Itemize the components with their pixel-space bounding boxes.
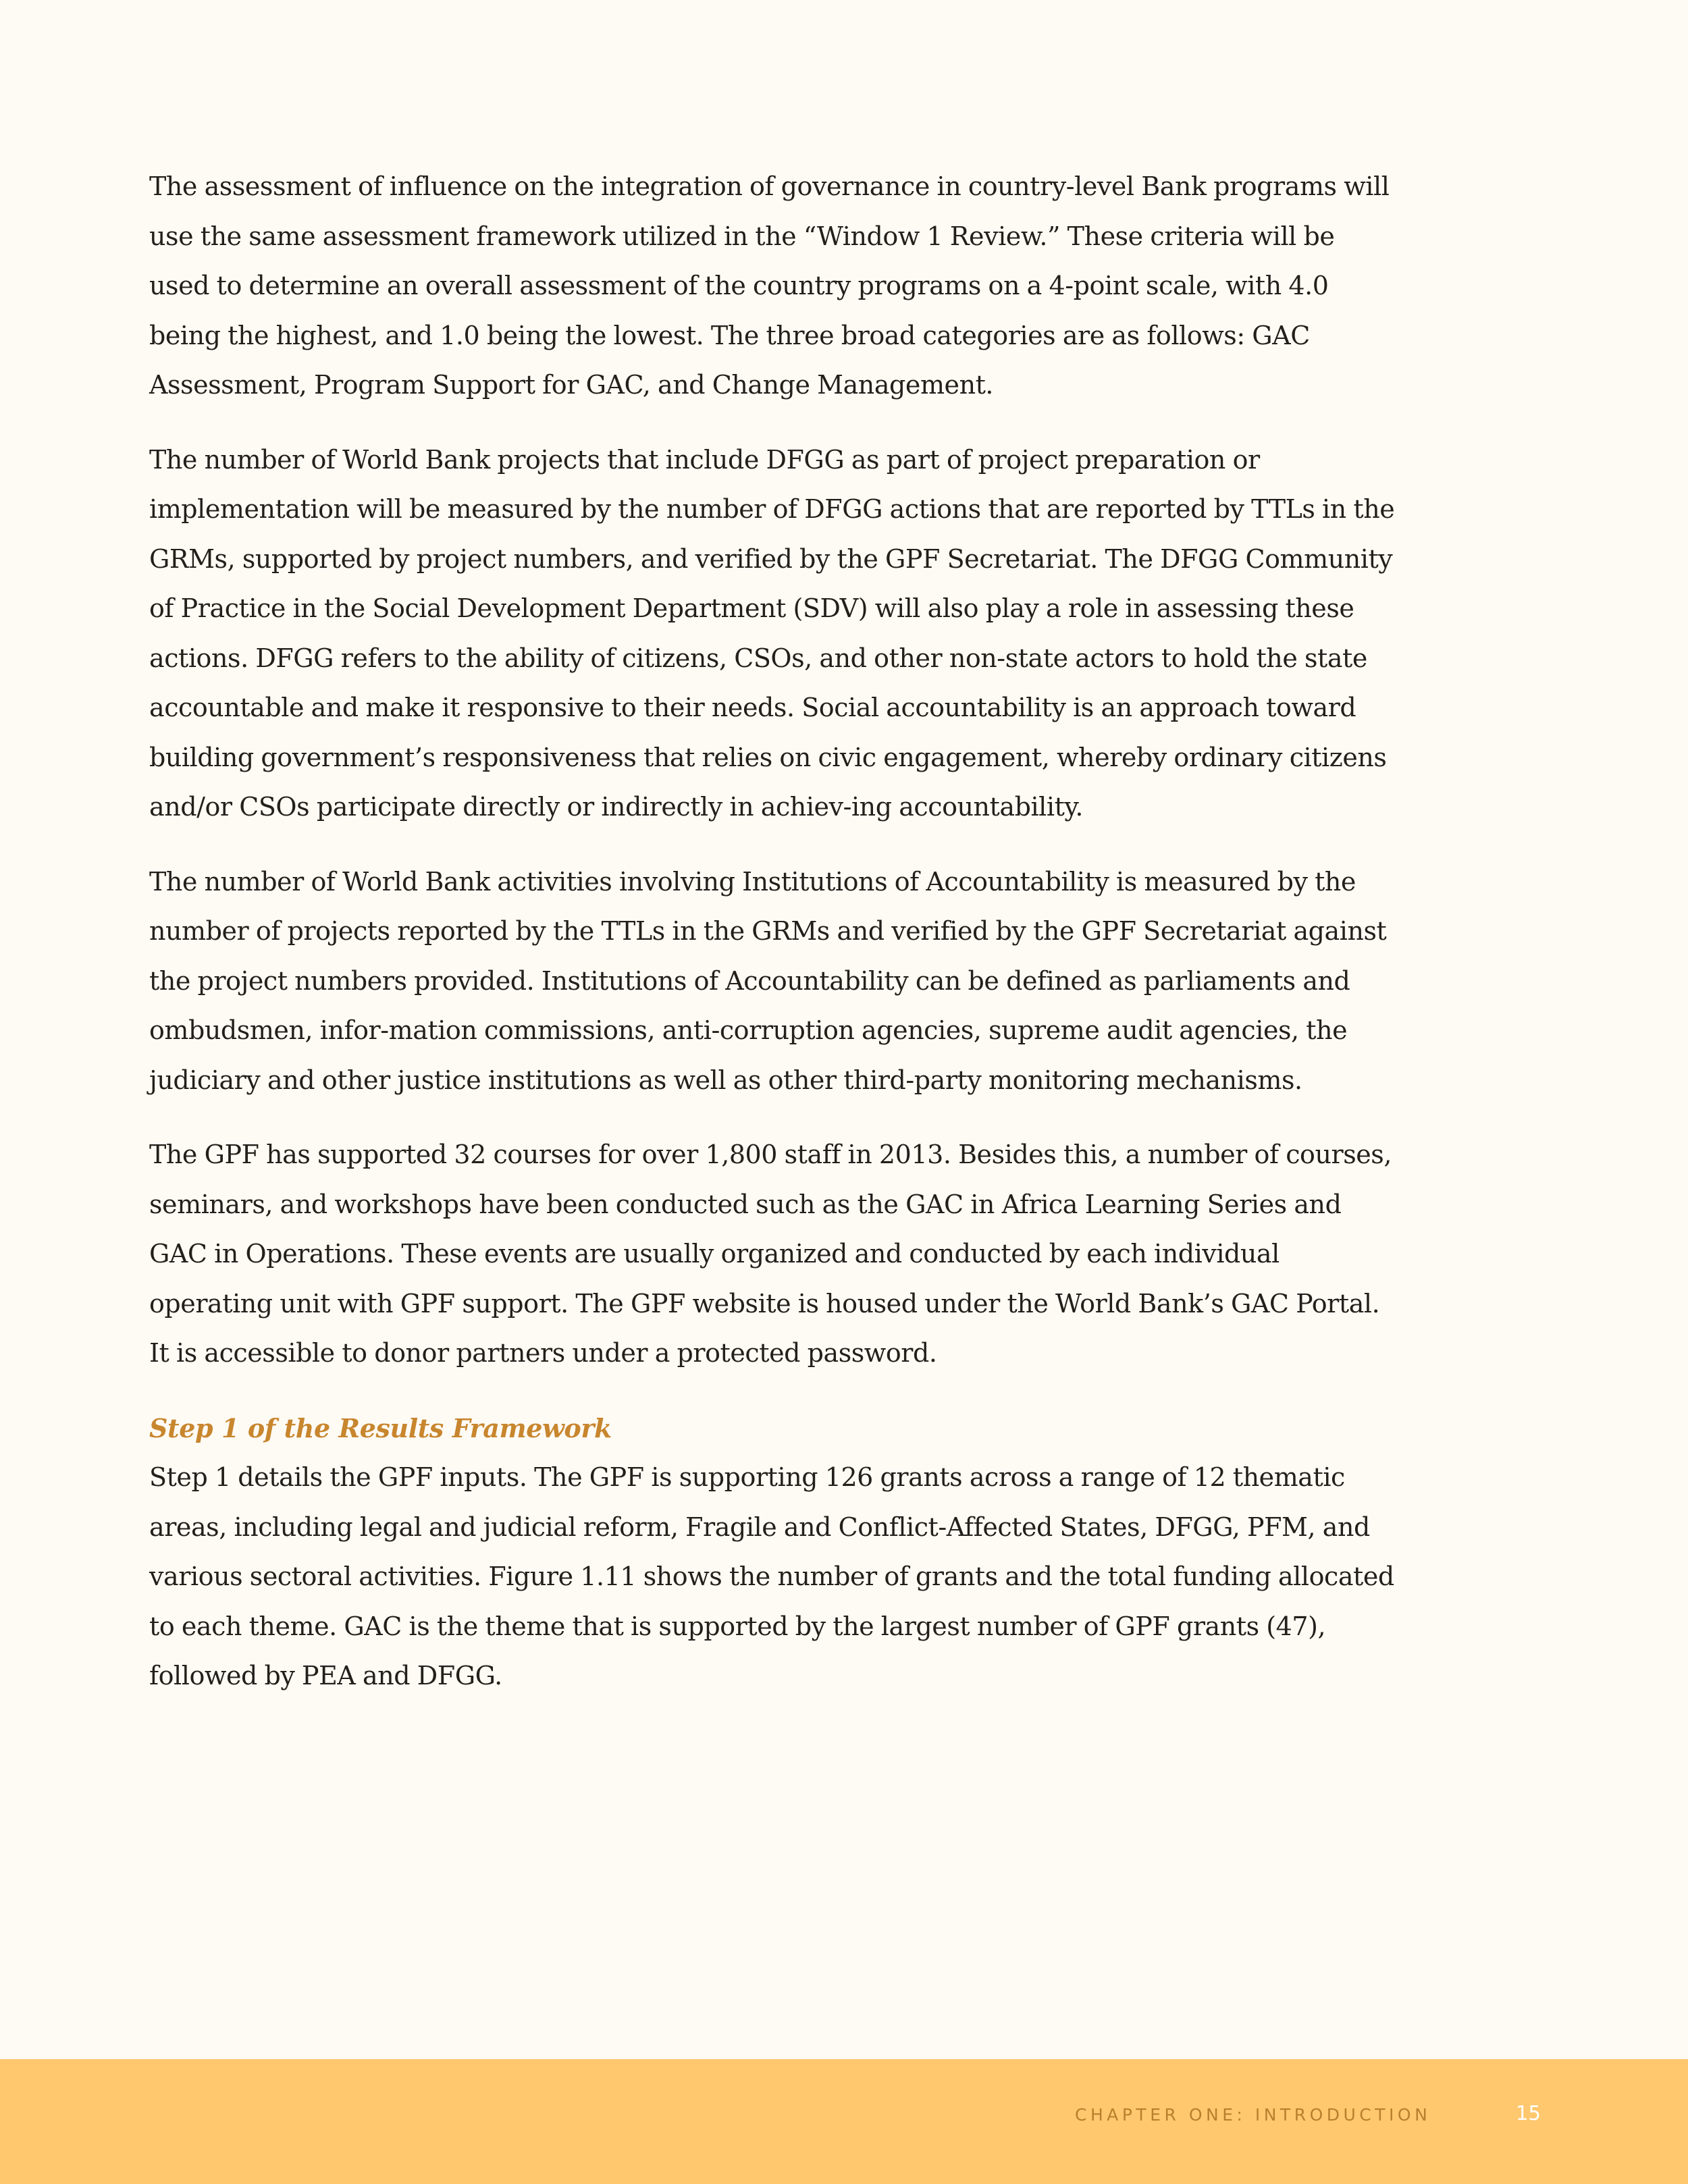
footer-chapter-label: CHAPTER ONE: INTRODUCTION (1075, 2105, 1431, 2125)
paragraph-step-1-details: Step 1 details the GPF inputs. The GPF is supporting 126 grants across a range of 12 thematic areas, including legal and judicial reform, Fragile and Conflict-Affected States, DFGG, PFM, and various sectoral activities. Figure 1.11 shows the number of grants and the total funding allocated to each theme. GAC is the theme that is supported by the largest number of GPF grants (47), followed by PEA and DFGG. (149, 1462, 1394, 1690)
paragraph-institutions-of-accountability: The number of World Bank activities involving Institutions of Accountability is measured by the number of projects reported by the TTLs in the GRMs and verified by the GPF Secretariat against the project numbers provided. Institutions of Accountability can be defined as parliaments and ombudsmen, infor-mation commissions, anti-corruption agencies, supreme audit agencies, the judiciary and other justice institutions as well as other third-party monitoring mechanisms. (149, 866, 1387, 1095)
footer-band (0, 2059, 1688, 2184)
paragraph-gpf-courses: The GPF has supported 32 courses for over 1,800 staff in 2013. Besides this, a number of courses, seminars, and workshops have been conducted such as the GAC in Africa Learning Series and GAC in Operations. These events are usually organized and conducted by each individual operating unit with GPF support. The GPF website is housed under the World Bank’s GAC Portal. It is accessible to donor partners under a protected password. (149, 1140, 1392, 1368)
footer-page-number: 15 (1516, 2102, 1541, 2125)
section-heading-step-1: Step 1 of the Results Framework (149, 1412, 612, 1443)
paragraph-assessment-framework: The assessment of influence on the integration of governance in country-level Bank programs will use the same assessment framework utilized in the “Window 1 Review.” These criteria will be used to determine an overall assessment of the country programs on a 4-point scale, with 4.0 being the highest, and 1.0 being the lowest. The three broad categories are as follows: GAC Assessment, Program Support for GAC, and Change Management. (149, 171, 1390, 400)
main-content (149, 162, 1398, 1726)
paragraph-dfgg-projects: The number of World Bank projects that include DFGG as part of project preparation or implementation will be measured by the number of DFGG actions that are reported by TTLs in the GRMs, supported by project numbers, and verified by the GPF Secretariat. The DFGG Community of Practice in the Social Development Department (SDV) will also play a role in assessing these actions. DFGG refers to the ability of citizens, CSOs, and other non-state actors to hold the state accountable and make it responsive to their needs. Social accountability is an approach toward building government’s responsiveness that relies on civic engagement, whereby ordinary citizens and/or CSOs participate directly or indirectly in achiev-ing accountability. (149, 444, 1395, 822)
